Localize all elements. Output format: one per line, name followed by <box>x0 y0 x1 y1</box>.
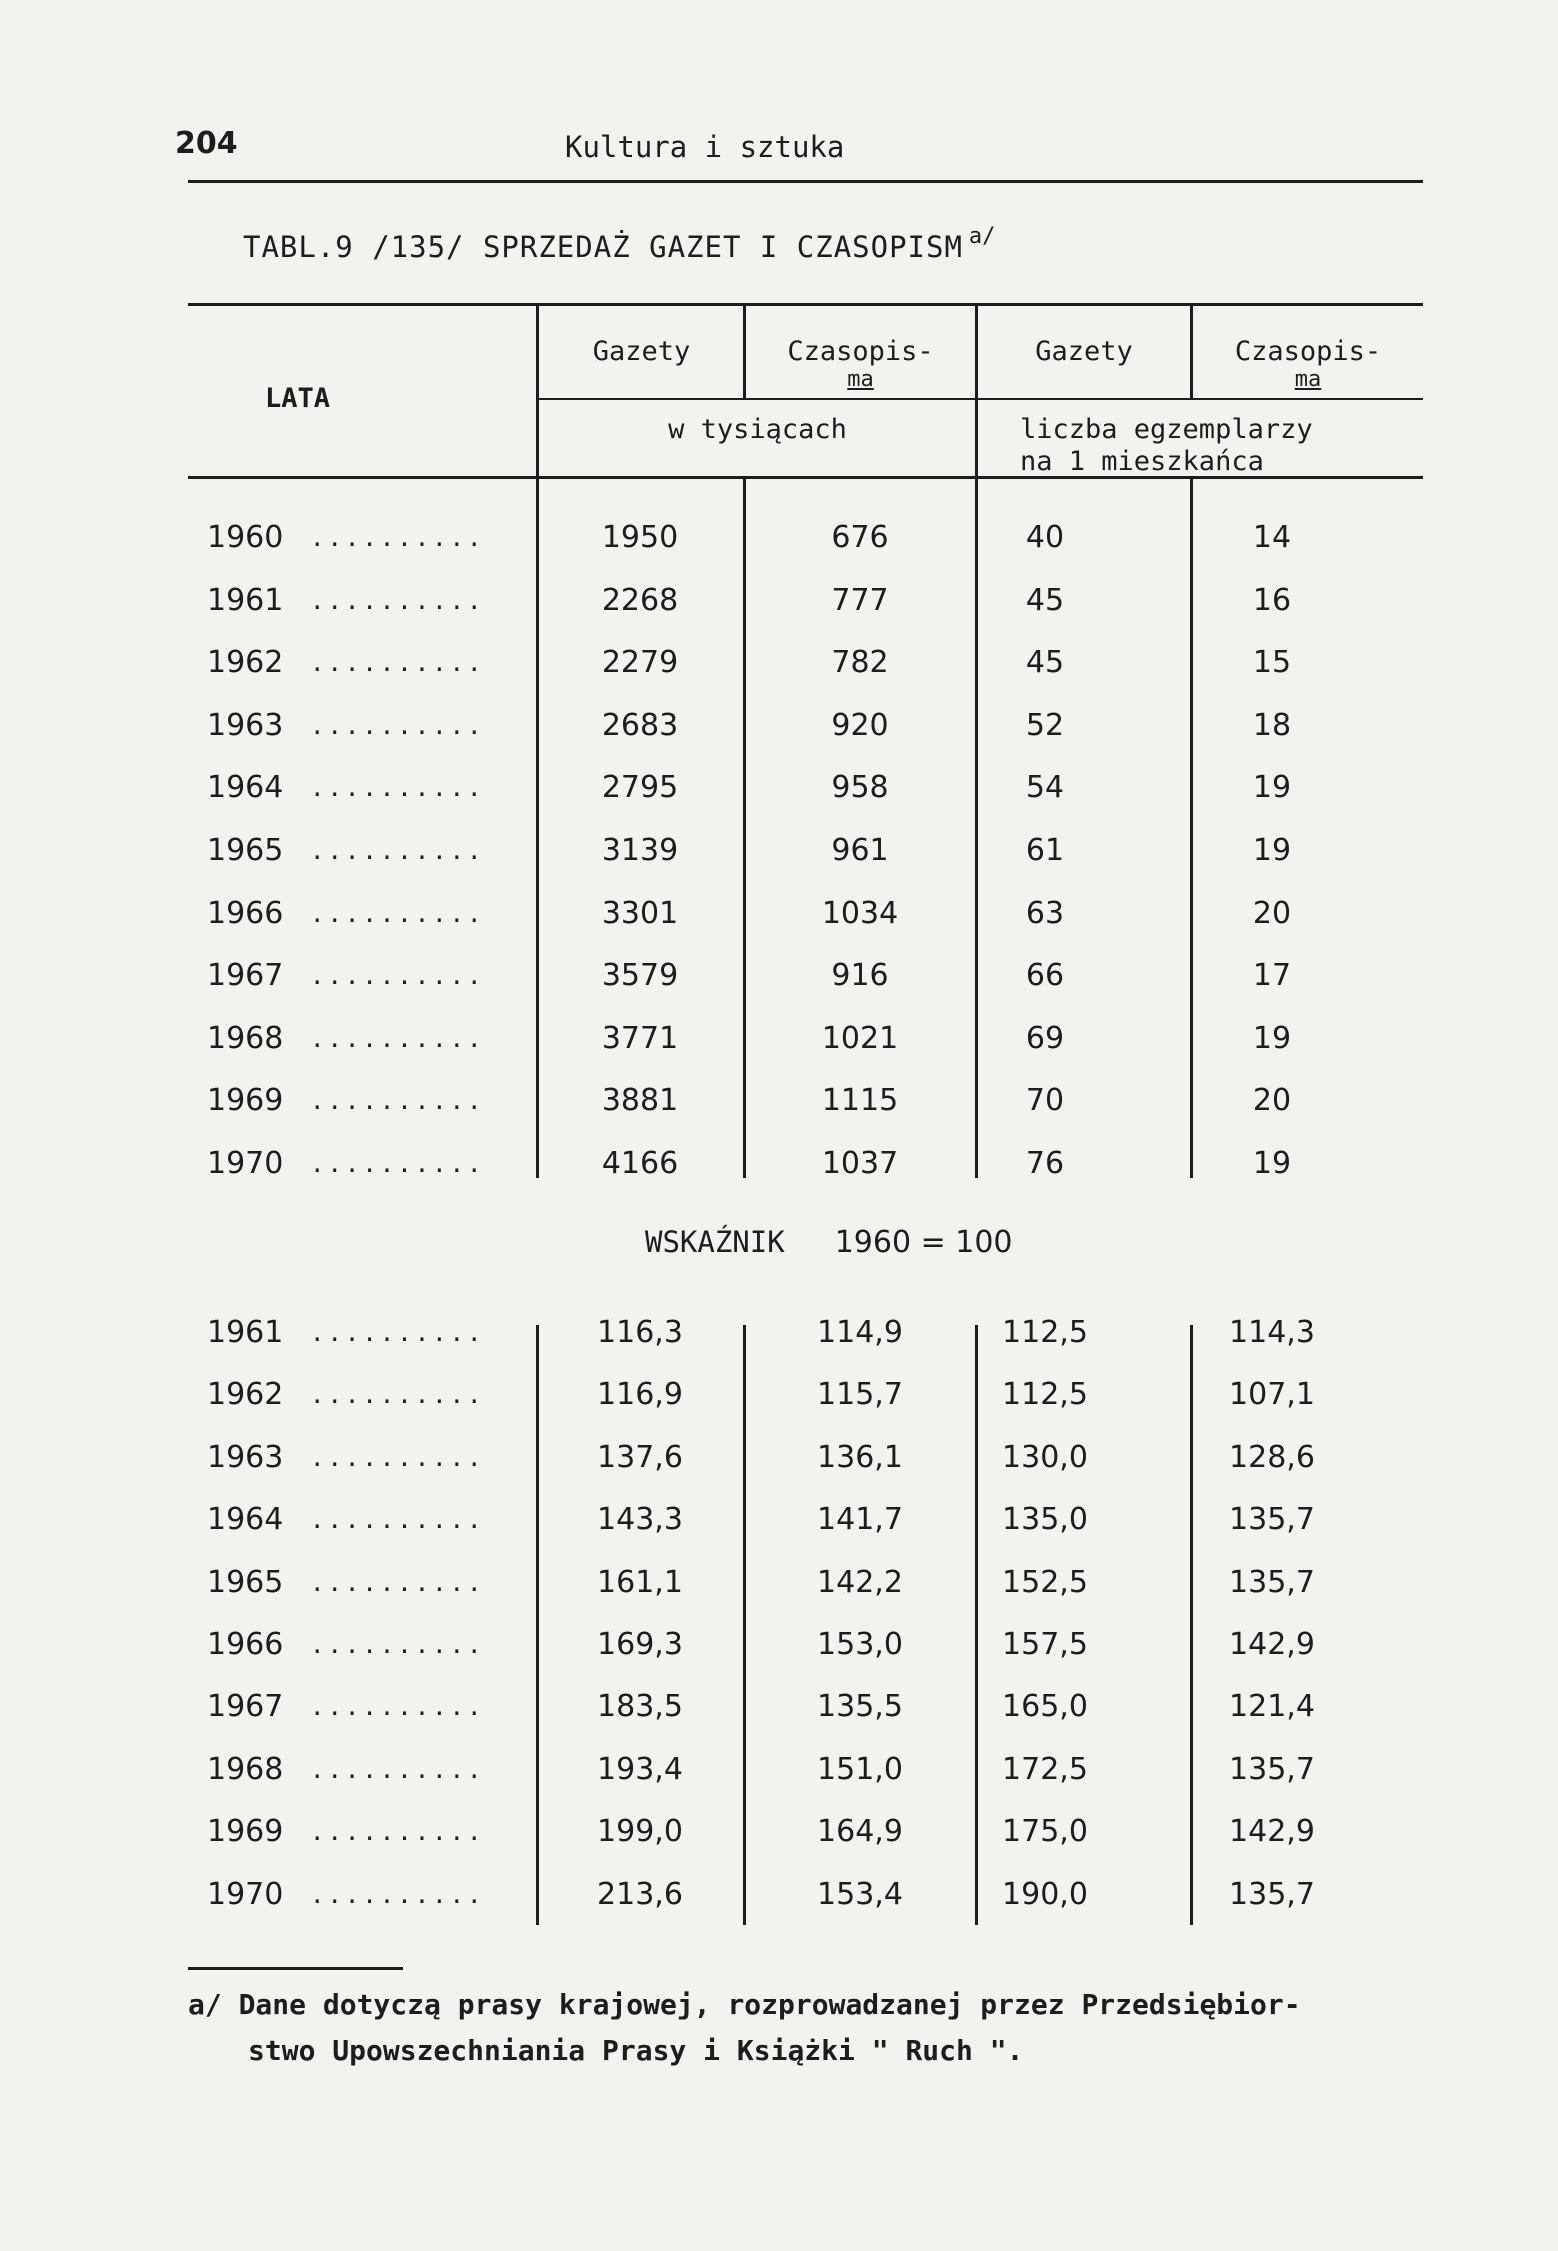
row-cell-col4: 18 <box>1252 707 1292 743</box>
row-cell-col4: 135,7 <box>1229 1564 1315 1600</box>
row-cell-col1: 213,6 <box>597 1876 683 1912</box>
row-leader-dots: .......... <box>310 1880 485 1909</box>
row-year: 1970 <box>207 1876 284 1912</box>
row-year: 1968 <box>207 1751 284 1787</box>
row-cell-col2: 958 <box>831 770 889 806</box>
index-col-rule-1 <box>536 1325 539 1925</box>
row-cell-col1: 169,3 <box>597 1627 683 1662</box>
col-rule-1 <box>536 305 539 1178</box>
header-col2-line1: Czasopis- <box>787 336 934 367</box>
row-cell-col4: 114,3 <box>1229 1315 1315 1350</box>
row-cell-col2: 777 <box>831 582 889 618</box>
row-leader-dots: .......... <box>310 1755 485 1784</box>
index-heading <box>645 1225 1013 1260</box>
row-year: 1963 <box>207 1439 284 1475</box>
row-cell-col4: 19 <box>1252 1146 1292 1181</box>
row-cell-col3: 40 <box>1025 520 1065 555</box>
row-year: 1961 <box>207 1315 284 1350</box>
index-base: 1960 = 100 <box>834 1225 1013 1260</box>
page-number: 204 <box>175 126 238 161</box>
header-col2-line2: ma <box>847 367 874 392</box>
row-cell-col3: 190,0 <box>1002 1876 1088 1912</box>
row-year: 1966 <box>207 895 284 931</box>
footnote-line-1: a/ Dane dotyczą prasy krajowej, rozprowadzanej przez Przedsiębior- <box>188 1988 1301 2021</box>
row-year: 1965 <box>207 833 284 868</box>
row-leader-dots: .......... <box>310 1381 485 1410</box>
row-cell-col1: 116,9 <box>597 1377 683 1413</box>
header-col3: Gazety <box>1035 336 1133 367</box>
row-year: 1967 <box>207 1689 284 1725</box>
row-cell-col4: 14 <box>1252 520 1292 555</box>
footnote <box>188 1982 1448 2074</box>
row-cell-col2: 916 <box>831 958 889 994</box>
header-col1: Gazety <box>592 336 691 367</box>
row-year: 1963 <box>207 707 284 743</box>
row-cell-col1: 161,1 <box>597 1564 683 1600</box>
row-cell-col1: 3881 <box>601 1083 679 1119</box>
row-year: 1970 <box>207 1146 284 1181</box>
row-year: 1967 <box>207 958 284 994</box>
row-cell-col4: 17 <box>1252 958 1292 994</box>
row-cell-col4: 20 <box>1252 1083 1292 1119</box>
row-cell-col3: 45 <box>1025 645 1065 681</box>
row-cell-col2: 135,5 <box>817 1689 903 1725</box>
running-head: Kultura i sztuka <box>565 130 845 164</box>
row-cell-col3: 175,0 <box>1002 1814 1088 1850</box>
row-year: 1962 <box>207 1377 284 1413</box>
row-cell-col1: 2683 <box>601 707 679 743</box>
footnote-rule <box>188 1967 403 1970</box>
row-year: 1965 <box>207 1564 284 1600</box>
row-cell-col4: 15 <box>1252 645 1292 681</box>
row-cell-col4: 107,1 <box>1229 1377 1315 1413</box>
row-cell-col2: 151,0 <box>817 1751 903 1787</box>
row-cell-col3: 66 <box>1025 958 1065 994</box>
index-col-rule-2 <box>743 1325 746 1925</box>
row-year: 1964 <box>207 1502 284 1538</box>
row-leader-dots: .......... <box>310 1087 485 1116</box>
row-cell-col1: 193,4 <box>597 1751 683 1787</box>
row-leader-dots: .......... <box>310 1443 485 1472</box>
header-unit-thousands: w tysiącach <box>668 414 847 445</box>
row-cell-col2: 142,2 <box>817 1564 903 1600</box>
row-year: 1962 <box>207 645 284 681</box>
row-cell-col1: 3579 <box>601 958 679 994</box>
row-cell-col4: 19 <box>1252 770 1292 806</box>
row-cell-col2: 153,0 <box>817 1627 903 1662</box>
row-cell-col2: 136,1 <box>817 1439 903 1475</box>
row-cell-col2: 115,7 <box>817 1377 903 1413</box>
row-cell-col1: 3771 <box>601 1020 679 1056</box>
row-leader-dots: .......... <box>310 1150 485 1178</box>
row-cell-col1: 2279 <box>601 645 679 681</box>
row-cell-col4: 142,9 <box>1229 1627 1315 1662</box>
row-cell-col1: 2795 <box>601 770 679 806</box>
row-leader-dots: .......... <box>310 711 485 740</box>
row-year: 1960 <box>207 520 284 555</box>
row-leader-dots: .......... <box>310 1818 485 1847</box>
row-cell-col1: 2268 <box>601 582 679 618</box>
table-title-text: TABL.9 /135/ SPRZEDAŻ GAZET I CZASOPISM <box>243 230 963 264</box>
row-leader-dots: .......... <box>310 1319 485 1347</box>
row-cell-col1: 199,0 <box>597 1814 683 1850</box>
row-cell-col3: 112,5 <box>1002 1315 1088 1350</box>
row-cell-col3: 165,0 <box>1002 1689 1088 1725</box>
row-cell-col4: 128,6 <box>1229 1439 1315 1475</box>
index-label: WSKAŹNIK <box>645 1225 785 1259</box>
row-cell-col3: 152,5 <box>1002 1564 1088 1600</box>
row-cell-col1: 3139 <box>601 833 679 868</box>
row-cell-col2: 114,9 <box>817 1315 903 1350</box>
row-leader-dots: .......... <box>310 1693 485 1722</box>
row-cell-col4: 19 <box>1252 1020 1292 1056</box>
row-cell-col2: 782 <box>831 645 889 681</box>
footnote-line-2: stwo Upowszechniania Prasy i Książki " Ruch ". <box>248 2034 1024 2067</box>
row-year: 1968 <box>207 1020 284 1056</box>
row-cell-col4: 121,4 <box>1229 1689 1315 1725</box>
row-cell-col4: 135,7 <box>1229 1876 1315 1912</box>
row-leader-dots: .......... <box>310 837 485 865</box>
row-cell-col2: 164,9 <box>817 1814 903 1850</box>
row-cell-col3: 76 <box>1025 1146 1065 1181</box>
row-leader-dots: .......... <box>310 524 485 552</box>
row-cell-col3: 112,5 <box>1002 1377 1088 1413</box>
row-leader-dots: .......... <box>310 1024 485 1053</box>
header-years: LATA <box>265 383 331 414</box>
header-rule <box>188 180 1423 183</box>
row-year: 1969 <box>207 1083 284 1119</box>
row-cell-col3: 172,5 <box>1002 1751 1088 1787</box>
row-year: 1966 <box>207 1627 284 1662</box>
row-leader-dots: .......... <box>310 649 485 678</box>
row-leader-dots: .......... <box>310 1631 485 1659</box>
row-cell-col3: 52 <box>1025 707 1065 743</box>
row-cell-col2: 920 <box>831 707 889 743</box>
header-unit-per-capita-line1: liczba egzemplarzy <box>1020 414 1313 445</box>
row-year: 1964 <box>207 770 284 806</box>
row-cell-col2: 153,4 <box>817 1876 903 1912</box>
table-title-note: a/ <box>968 224 996 249</box>
row-cell-col3: 70 <box>1025 1083 1065 1119</box>
row-cell-col2: 141,7 <box>817 1502 903 1538</box>
row-cell-col2: 1034 <box>821 895 899 931</box>
row-leader-dots: .......... <box>310 774 485 803</box>
row-cell-col1: 143,3 <box>597 1502 683 1538</box>
row-cell-col4: 142,9 <box>1229 1814 1315 1850</box>
row-cell-col2: 1021 <box>821 1020 899 1056</box>
row-cell-col3: 61 <box>1025 833 1065 868</box>
row-cell-col1: 4166 <box>601 1146 679 1181</box>
row-cell-col1: 116,3 <box>597 1315 683 1350</box>
row-cell-col3: 63 <box>1025 895 1065 931</box>
row-cell-col4: 19 <box>1252 833 1292 868</box>
row-cell-col2: 961 <box>831 833 889 868</box>
row-leader-dots: .......... <box>310 586 485 615</box>
row-cell-col1: 3301 <box>601 895 679 931</box>
header-col4-line1: Czasopis- <box>1234 336 1382 367</box>
row-cell-col1: 137,6 <box>597 1439 683 1475</box>
row-leader-dots: .......... <box>310 1568 485 1597</box>
row-leader-dots: .......... <box>310 962 485 991</box>
row-cell-col1: 183,5 <box>597 1689 683 1725</box>
row-cell-col3: 45 <box>1025 582 1065 618</box>
row-cell-col3: 157,5 <box>1002 1627 1088 1662</box>
row-cell-col3: 54 <box>1025 770 1065 806</box>
table-top-rule <box>188 303 1423 306</box>
row-cell-col2: 676 <box>831 520 889 555</box>
row-year: 1961 <box>207 582 284 618</box>
header-unit-per-capita-line2: na 1 mieszkańca <box>1020 446 1264 477</box>
row-cell-col2: 1037 <box>821 1146 899 1181</box>
row-cell-col3: 69 <box>1025 1020 1065 1056</box>
table-title <box>243 224 995 264</box>
header-col4-line2: ma <box>1294 367 1322 392</box>
row-cell-col3: 135,0 <box>1002 1502 1088 1538</box>
row-leader-dots: .......... <box>310 899 485 928</box>
row-cell-col4: 16 <box>1252 582 1292 618</box>
row-year: 1969 <box>207 1814 284 1850</box>
row-cell-col2: 1115 <box>821 1083 899 1119</box>
row-cell-col3: 130,0 <box>1002 1439 1088 1475</box>
col-rule-2 <box>743 478 746 1178</box>
row-cell-col4: 135,7 <box>1229 1751 1315 1787</box>
header-mid-rule <box>538 398 1423 400</box>
row-cell-col4: 20 <box>1252 895 1292 931</box>
row-leader-dots: .......... <box>310 1506 485 1535</box>
row-cell-col4: 135,7 <box>1229 1502 1315 1538</box>
row-cell-col1: 1950 <box>601 520 679 555</box>
